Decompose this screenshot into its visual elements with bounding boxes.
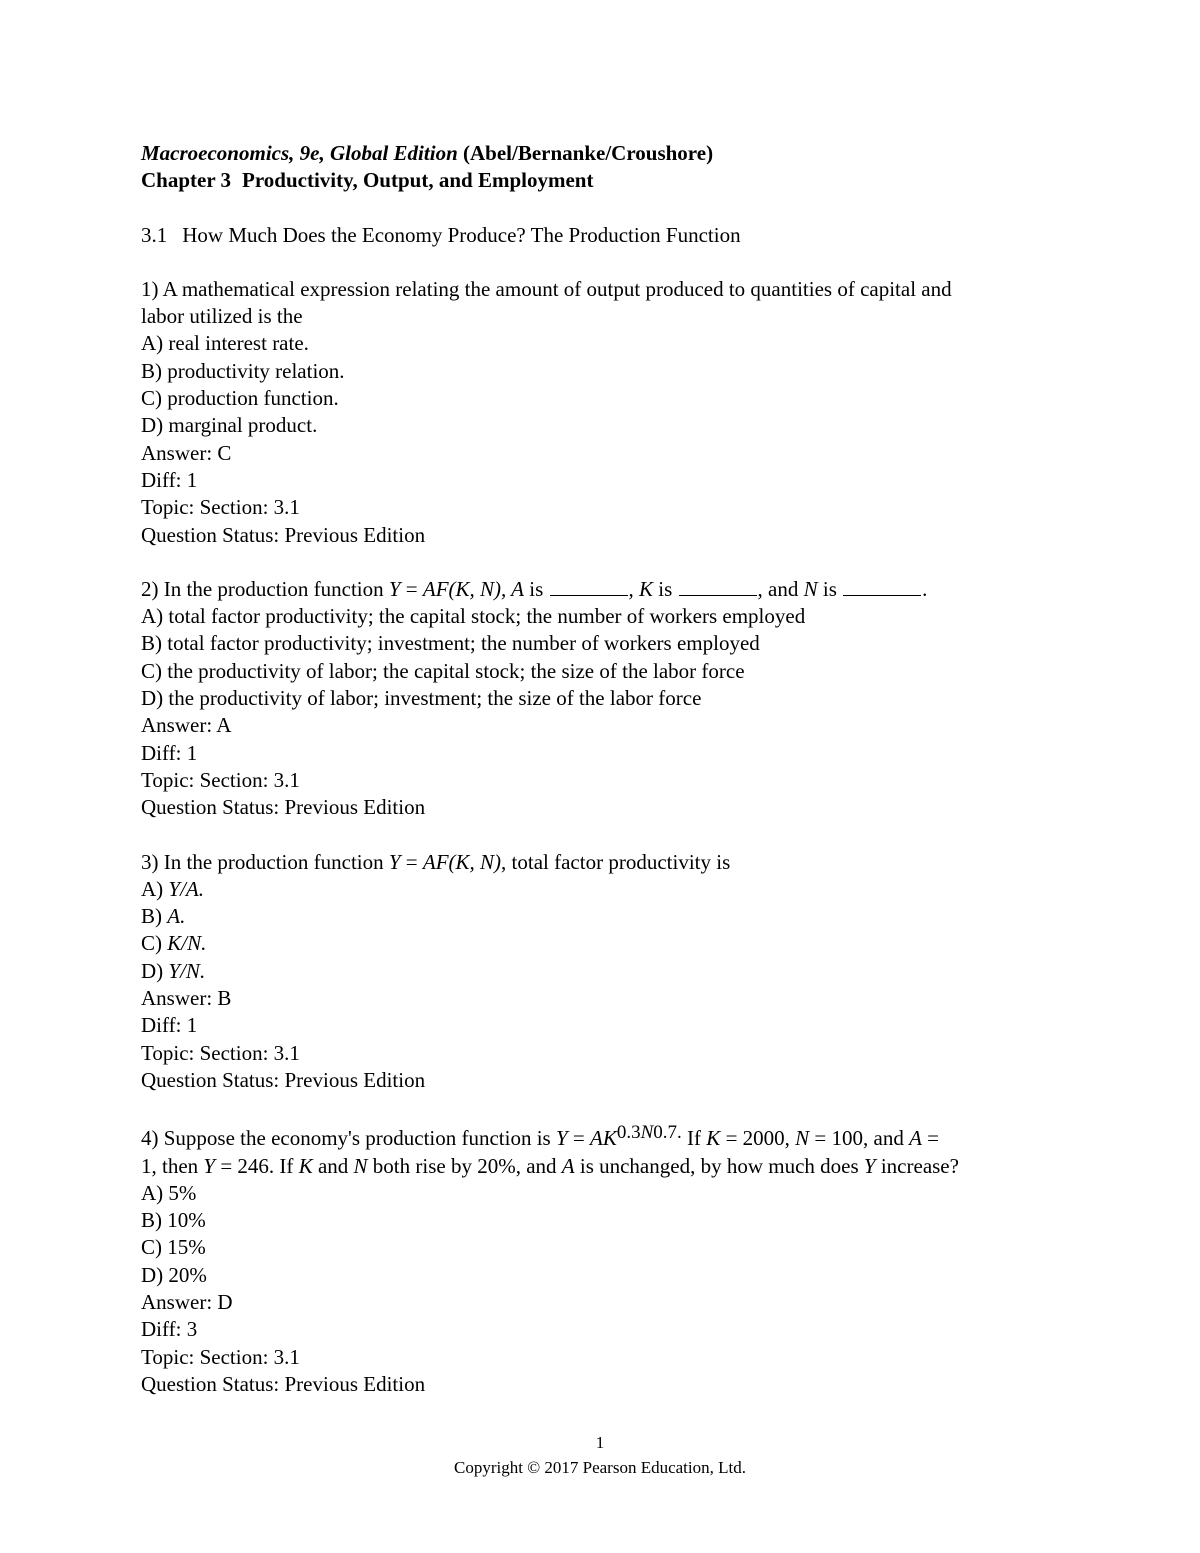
- question-3: [141, 849, 1071, 1095]
- question-stem-cont: labor utilized is the: [141, 304, 303, 329]
- chapter-label: Chapter 3: [141, 168, 232, 193]
- section-title: How Much Does the Economy Produce? The Production Function: [182, 222, 741, 247]
- exponent: 0.3N0.7.: [616, 1122, 682, 1144]
- answer: Answer: D: [141, 1289, 233, 1314]
- section-number: 3.1: [141, 222, 168, 247]
- option-a: A) Y/A.: [141, 876, 205, 901]
- question-stem: 3) In the production function Y = AF(K, N), total factor productivity is: [141, 849, 731, 874]
- difficulty: Diff: 1: [141, 740, 198, 765]
- book-title: Macroeconomics, 9e, Global Edition: [141, 141, 458, 165]
- section-heading: [141, 222, 1071, 249]
- copyright-notice: Copyright © 2017 Pearson Education, Ltd.: [454, 1458, 746, 1477]
- question-status: Question Status: Previous Edition: [141, 1067, 426, 1092]
- question-stem-cont: 1, then Y = 246. If K and N both rise by 20%, and A is unchanged, by how much does Y increase?: [141, 1153, 959, 1178]
- option-d: D) 20%: [141, 1262, 207, 1287]
- difficulty: Diff: 1: [141, 1013, 198, 1038]
- option-b: B) total factor productivity; investment; the number of workers employed: [141, 631, 760, 656]
- page-number: 1: [595, 1433, 605, 1452]
- difficulty: Diff: 3: [141, 1317, 198, 1342]
- option-d: D) marginal product.: [141, 413, 318, 438]
- document-page: [141, 140, 1071, 1398]
- topic: Topic: Section: 3.1: [141, 1040, 300, 1065]
- question-4: [141, 1122, 1071, 1398]
- question-stem: 1) A mathematical expression relating the amount of output produced to quantities of capital and: [141, 276, 952, 301]
- option-d: D) the productivity of labor; investment; the size of the labor force: [141, 686, 702, 711]
- chapter-title: Productivity, Output, and Employment: [242, 168, 594, 193]
- option-a: A) 5%: [141, 1180, 197, 1205]
- question-1: [141, 276, 1071, 549]
- fill-in-blank: [679, 577, 757, 596]
- question-stem: 4) Suppose the economy's production function is $Y = AK^{0.3N0.7.}$ If K = 2000, N = 100, and A =: [141, 1122, 940, 1151]
- fill-in-blank: [843, 577, 921, 596]
- chapter-header: [141, 167, 1071, 194]
- option-c: C) the productivity of labor; the capital stock; the size of the labor force: [141, 658, 745, 683]
- difficulty: Diff: 1: [141, 467, 198, 492]
- fill-in-blank: [550, 577, 628, 596]
- option-b: B) A.: [141, 904, 186, 929]
- question-status: Question Status: Previous Edition: [141, 1371, 426, 1396]
- option-c: C) production function.: [141, 386, 339, 411]
- option-a: A) real interest rate.: [141, 331, 309, 356]
- question-status: Question Status: Previous Edition: [141, 795, 426, 820]
- option-c: C) 15%: [141, 1235, 206, 1260]
- question-status: Question Status: Previous Edition: [141, 522, 426, 547]
- answer: Answer: A: [141, 713, 232, 738]
- question-2: [141, 576, 1071, 822]
- book-header: [141, 140, 1071, 167]
- option-b: B) 10%: [141, 1208, 206, 1233]
- answer: Answer: C: [141, 440, 232, 465]
- answer: Answer: B: [141, 986, 232, 1011]
- question-stem: 2) In the production function Y = AF(K, N), A is , K is , and N is .: [141, 576, 928, 601]
- book-authors: (Abel/Bernanke/Croushore): [463, 141, 714, 165]
- option-d: D) Y/N.: [141, 958, 206, 983]
- option-a: A) total factor productivity; the capital stock; the number of workers employed: [141, 604, 806, 629]
- topic: Topic: Section: 3.1: [141, 767, 300, 792]
- topic: Topic: Section: 3.1: [141, 495, 300, 520]
- topic: Topic: Section: 3.1: [141, 1344, 300, 1369]
- option-b: B) productivity relation.: [141, 358, 345, 383]
- option-c: C) K/N.: [141, 931, 207, 956]
